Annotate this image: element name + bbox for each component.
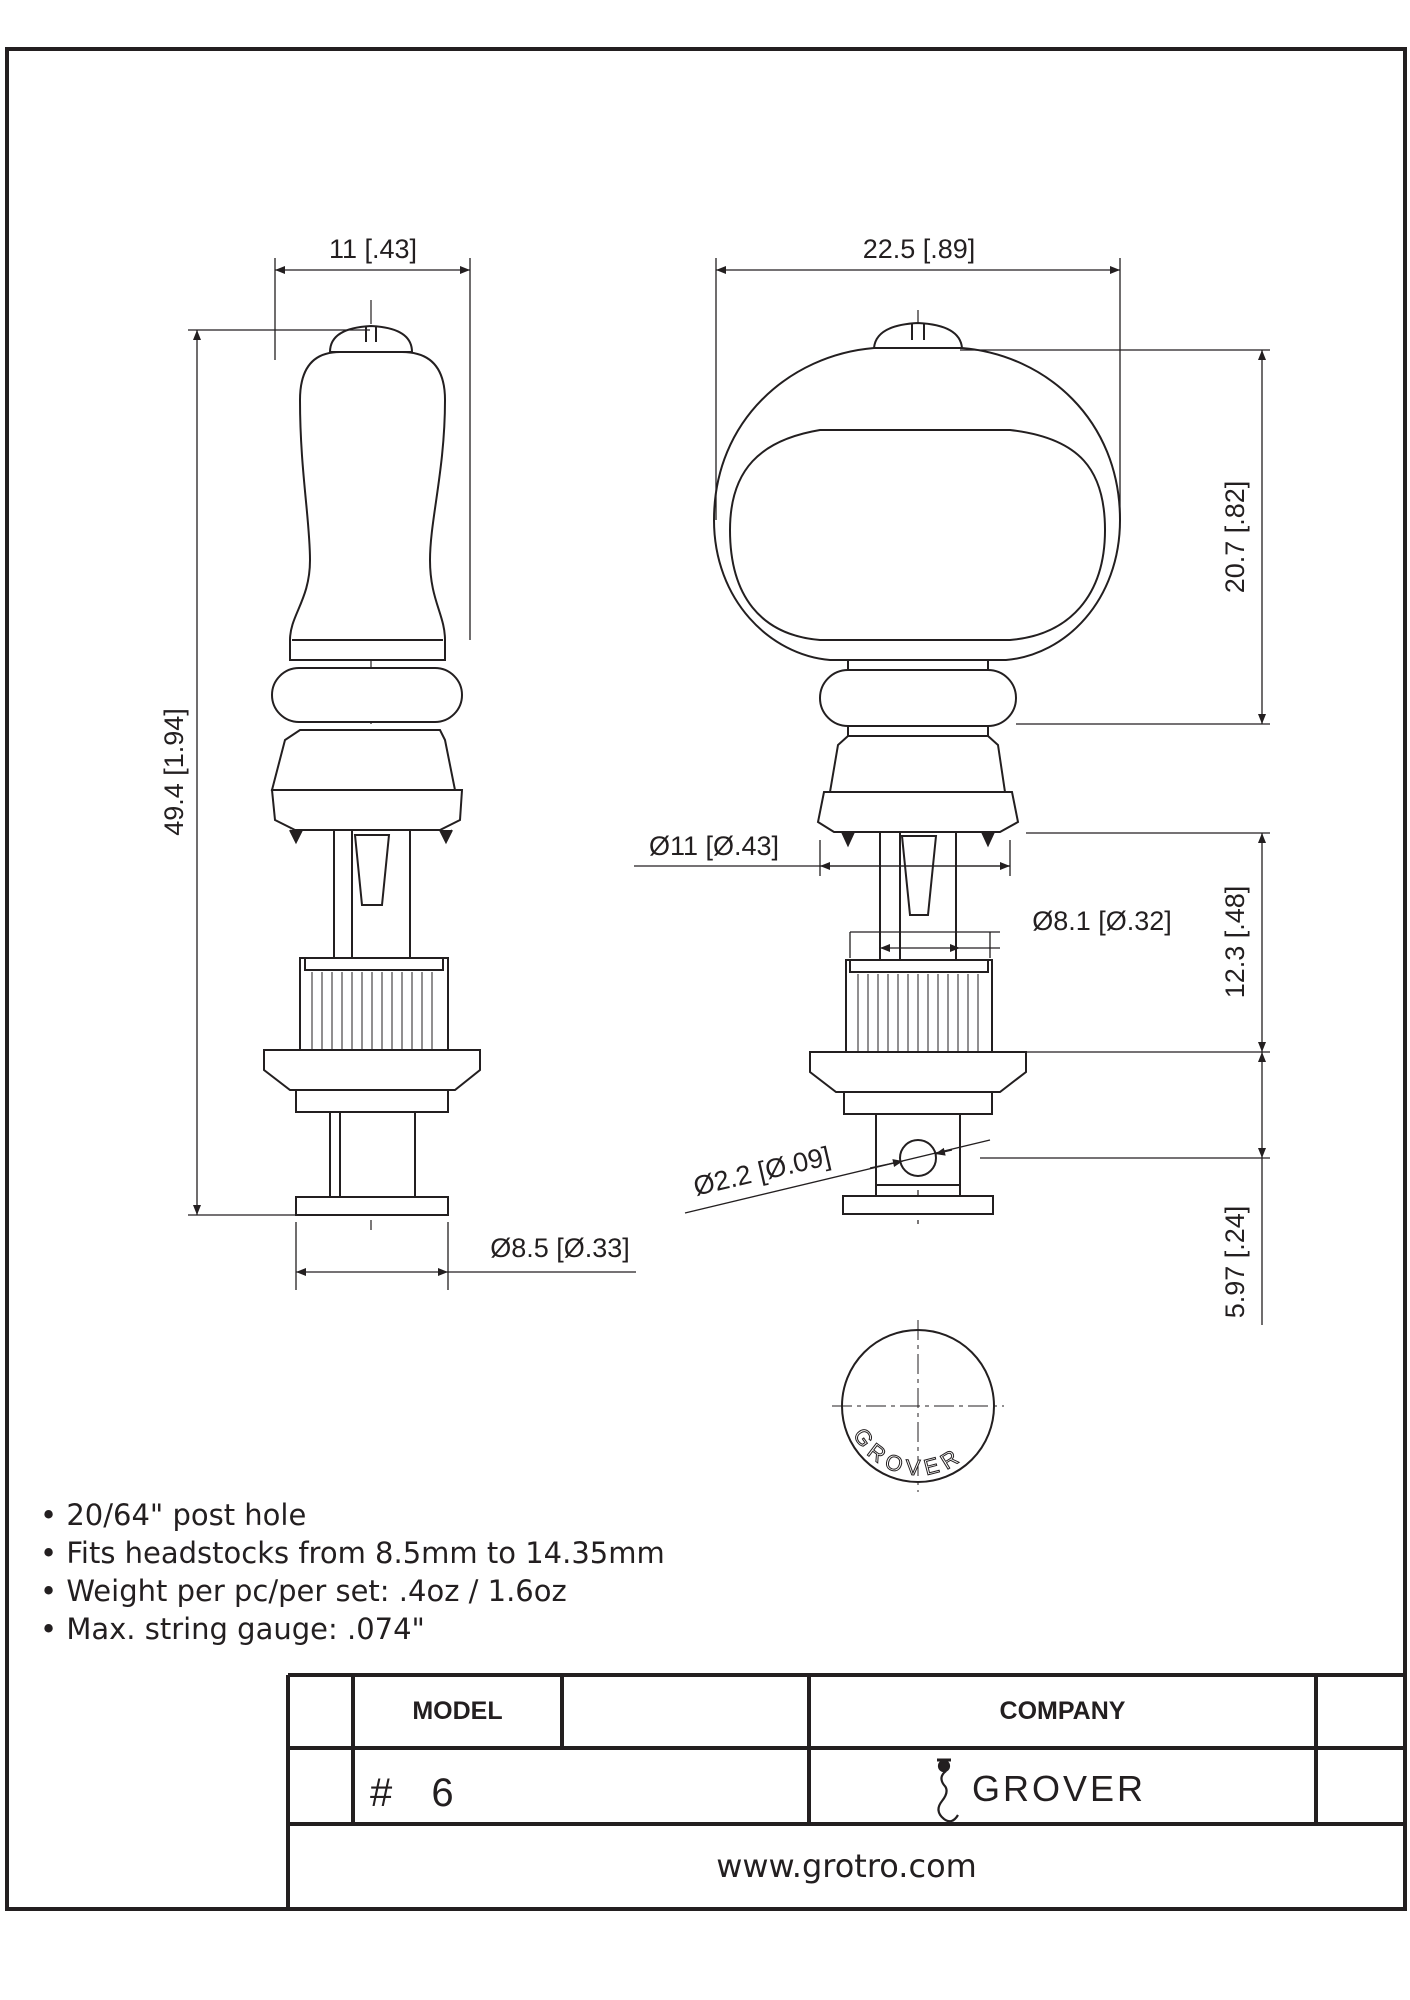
note-weight: • Weight per pc/per set: .4oz / 1.6oz: [40, 1574, 567, 1608]
dim-front-width: 22.5 [.89]: [862, 234, 976, 264]
dim-front-lower-height: 5.97 [.24]: [1220, 1205, 1250, 1319]
front-ring: [820, 670, 1016, 726]
front-base: [843, 1196, 993, 1214]
end-view-stamp-text: GROVER: [848, 1423, 968, 1481]
dim-side-height: 49.4 [1.94]: [159, 708, 189, 836]
model-value: # 6: [370, 1771, 468, 1815]
company-header: COMPANY: [999, 1697, 1126, 1725]
front-string-hole: [900, 1140, 936, 1176]
company-logo-text: GROVER: [972, 1768, 1147, 1809]
side-ring: [272, 668, 462, 722]
dim-side-base-dia: Ø8.5 [Ø.33]: [490, 1233, 630, 1263]
side-ferrule: [330, 1112, 415, 1197]
note-string-gauge: • Max. string gauge: .074": [40, 1612, 425, 1646]
website-url: www.grotro.com: [716, 1847, 977, 1885]
model-header: MODEL: [412, 1697, 503, 1725]
dim-side-width: 11 [.43]: [328, 234, 418, 264]
dim-front-washer-dia: Ø11 [Ø.43]: [648, 831, 780, 861]
dim-front-post-dia: Ø8.1 [Ø.32]: [1032, 906, 1172, 936]
side-housing: [272, 730, 455, 790]
front-shaft: [880, 832, 956, 960]
side-shaft: [334, 830, 410, 958]
dim-front-knob-height: 20.7 [.82]: [1220, 480, 1250, 594]
side-washer: [264, 1050, 480, 1090]
dim-front-hole-dia: Ø2.2 [Ø.09]: [690, 1140, 834, 1202]
front-washer: [810, 1052, 1026, 1092]
side-base: [296, 1197, 448, 1215]
front-screw-head: [874, 323, 962, 348]
note-post-hole: • 20/64" post hole: [40, 1498, 307, 1532]
front-housing: [830, 736, 1005, 792]
note-headstocks: • Fits headstocks from 8.5mm to 14.35mm: [40, 1536, 665, 1570]
front-view: [714, 310, 1120, 1230]
side-button: [290, 352, 445, 660]
grover-logo-icon: [937, 1760, 958, 1821]
dim-front-post-height: 12.3 [.48]: [1220, 885, 1250, 999]
spec-notes: [40, 1496, 665, 1648]
side-view: [264, 300, 480, 1230]
front-button: [714, 348, 1120, 660]
